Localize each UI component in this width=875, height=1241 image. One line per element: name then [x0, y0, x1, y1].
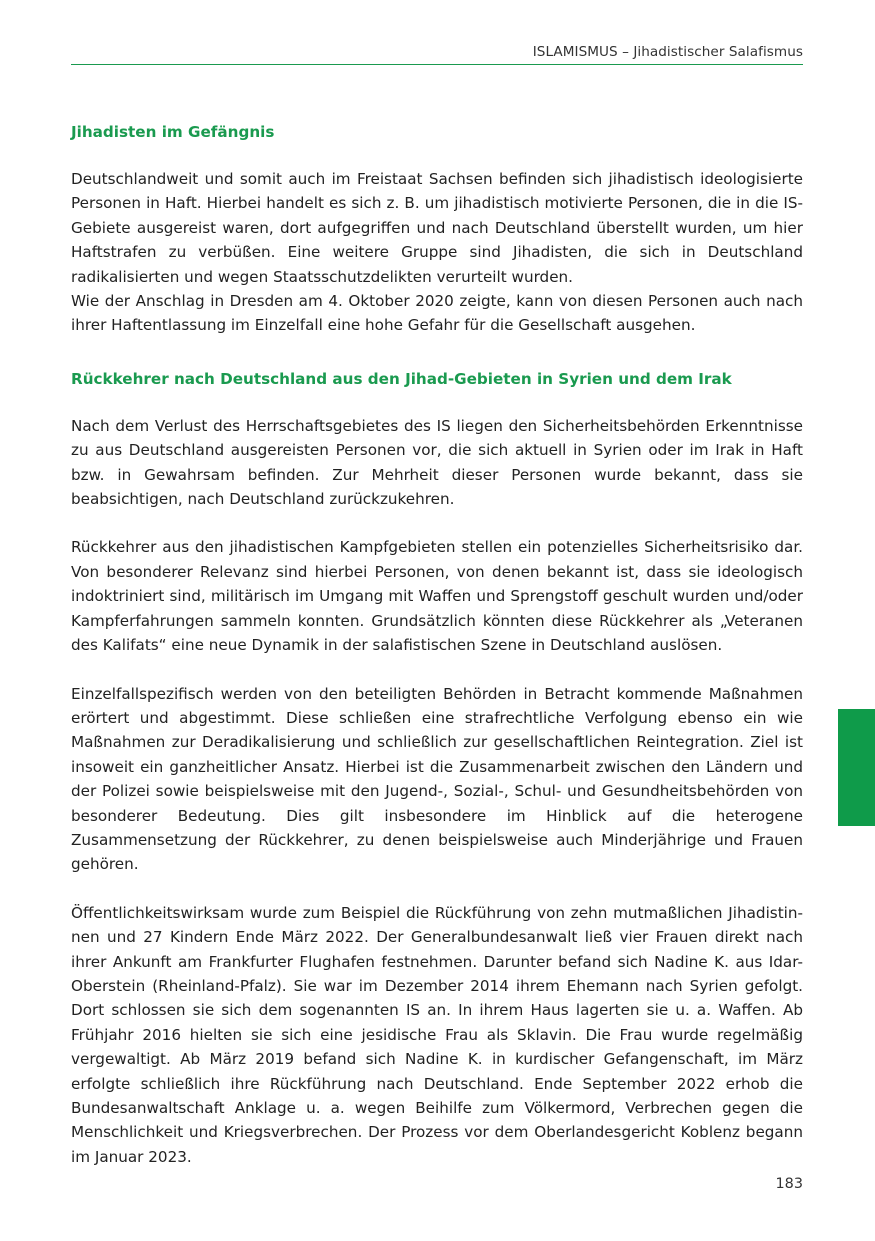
chapter-side-tab	[838, 709, 875, 826]
spacer	[71, 338, 803, 362]
paragraph: Wie der Anschlag in Dresden am 4. Oktober 2020 zeigte, kann von diesen Personen auch nach ihrer Haftentlassung im Einzelfall eine hohe Gefahr für die Gesellschaft ausgehen.	[71, 292, 803, 335]
section-heading-jihadists-in-prison: Jihadisten im Gefängnis	[71, 123, 275, 141]
paragraph: Rückkehrer aus den jihadistischen Kampfgebieten stellen ein potenzielles Sicherheitsrisiko dar. Von besonderer Relevanz sind hierbei Personen, von denen bekannt ist, dass sie ideologisch indoktriniert sind, militärisch im Umgang mit Waffen und Sprengstoff geschult wurden und/oder Kampferfahrungen sammeln konnten. Grundsätzlich könnten diese Rückkehrer als „Veteranen des Kalifats“ eine neue Dynamik in der salafistischen Szene in Deutschland auslösen.	[71, 538, 803, 655]
spacer	[71, 511, 803, 535]
page-number: 183	[775, 1176, 803, 1192]
spacer	[71, 396, 803, 414]
spacer	[71, 149, 803, 167]
paragraph: Öffentlichkeitswirksam wurde zum Beispiel die Rückführung von zehn mutmaßlichen Jihadistinnen und 27 Kindern Ende März 2022. Der Generalbundesanwalt ließ vier Frauen direkt nach ihrer Ankunft am Frankfurter Flughafen festnehmen. Darunter befand sich Nadine K. aus Idar-Oberstein (Rheinland-Pfalz). Sie war im Dezember 2014 ihrem Ehemann nach Syrien gefolgt. Dort schlossen sie sich dem sogenannten IS an. In ihrem Haus lagerten sie u. a. Waffen. Ab Frühjahr 2016 hielten sie sich eine jesidische Frau als Sklavin. Die Frau wurde regelmäßig vergewaltigt. Ab März 2019 befand sich Nadine K. in kurdischer Gefangenschaft, im März erfolgte schließlich ihre Rückführung nach Deutschland. Ende September 2022 erhob die Bundesanwaltschaft Anklage u. a. wegen Beihilfe zum Völkermord, Verbrechen gegen die Menschlichkeit und Kriegsverbrechen. Der Prozess vor dem Oberlandesgericht Koblenz begann im Januar 2023.	[71, 903, 803, 1166]
paragraph: Nach dem Verlust des Herrschaftsgebietes des IS liegen den Sicherheitsbehörden Erkenntnisse zu aus Deutschland ausgereisten Personen vor, die sich aktuell in Syrien oder im Irak in Haft bzw. in Gewahrsam befinden. Zur Mehrheit dieser Personen wurde bekannt, dass sie beabsichtigen, nach Deutschland zurückzukehren.	[71, 416, 803, 509]
spacer	[71, 658, 803, 682]
section-heading-returnees: Rückkehrer nach Deutschland aus den Jihad-Gebieten in Syrien und dem Irak	[71, 369, 732, 388]
main-content	[71, 115, 803, 1169]
paragraph: Einzelfallspezifisch werden von den beteiligten Behörden in Betracht kommende Maßnahmen erörtert und abgestimmt. Diese schließen eine strafrechtliche Verfolgung ebenso ein wie Maßnahmen zur Deradikalisierung und schließlich zur gesellschaftlichen Reintegration. Ziel ist insoweit ein ganzheitlicher Ansatz. Hierbei ist die Zusammenarbeit zwischen den Ländern und der Polizei sowie beispielsweise mit den Jugend-, Sozial-, Schul- und Gesundheitsbehörden von besonderer Bedeutung. Dies gilt insbesondere im Hinblick auf die heterogene Zusammensetzung der Rückkehrer, zu denen beispielsweise auch Minderjährige und Frauen gehören.	[71, 684, 803, 874]
paragraph: Deutschlandweit und somit auch im Freistaat Sachsen befinden sich jihadistisch ideologisierte Personen in Haft. Hierbei handelt es sich z. B. um jihadistisch motivierte Personen, die in die IS-Gebiete ausgereist waren, dort aufgegriffen und nach Deutschland überstellt wurden, um hier Haftstrafen zu verbüßen. Eine weitere Gruppe sind Jihadisten, die sich in Deutschland radikalisierten und wegen Staatsschutzdelikten verurteilt wurden.	[71, 170, 803, 286]
header-rule	[71, 64, 803, 65]
spacer	[71, 877, 803, 901]
running-header: ISLAMISMUS – Jihadistischer Salafismus	[532, 44, 803, 60]
